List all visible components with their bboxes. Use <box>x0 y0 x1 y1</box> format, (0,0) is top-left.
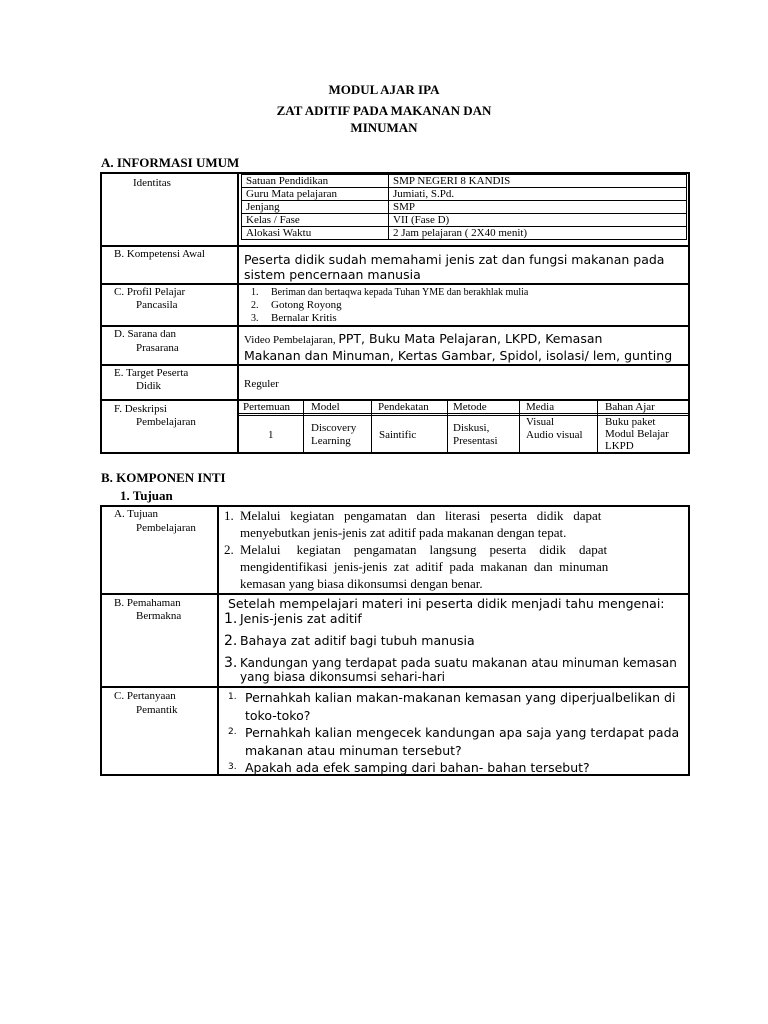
cell-metode-2: Presentasi <box>453 435 498 447</box>
list-item-text: yang biasa dikonsumsi sehari-hari <box>240 670 446 684</box>
cell-model-2: Learning <box>311 435 351 447</box>
document-title: MODUL AJAR IPA <box>328 82 440 97</box>
list-line: menyebutkan jenis-jenis zat aditif pada makanan dengan tepat. <box>240 525 567 540</box>
document-subtitle-2: MINUMAN <box>350 120 418 135</box>
table-cell: 2 Jam pelajaran ( 2X40 menit) <box>389 227 687 240</box>
column-divider <box>447 400 448 453</box>
list-item-text: Bernalar Kritis <box>271 312 337 324</box>
section-b-heading: B. KOMPONEN INTI <box>101 470 226 485</box>
pertanyaan-label-2: Pemantik <box>136 704 178 716</box>
section-a-heading: A. INFORMASI UMUM <box>101 155 240 170</box>
row-divider <box>100 325 690 327</box>
deskripsi-label: F. Deskripsi <box>114 403 167 415</box>
identitas-table <box>241 174 687 240</box>
list-number: 3. <box>224 655 238 671</box>
pemahaman-label: B. Pemahaman <box>114 597 181 609</box>
table-cell: SMP <box>389 201 687 214</box>
pemahaman-label-2: Bermakna <box>136 610 182 622</box>
sarana-small: Video Pembelajaran, <box>244 334 339 346</box>
list-item-text: Bahaya zat aditif bagi tubuh manusia <box>240 633 475 648</box>
cell-bahan-1: Buku paket <box>605 416 656 428</box>
table-cell: Satuan Pendidikan <box>242 175 389 188</box>
pemahaman-intro: Setelah mempelajari materi ini peserta didik menjadi tahu mengenai: <box>228 596 665 611</box>
kompetensi-awal-label: B. Kompetensi Awal <box>114 248 205 260</box>
list-line: Pernahkah kalian makan-makanan kemasan yang diperjualbelikan di <box>245 690 676 705</box>
document-subtitle: ZAT ADITIF PADA MAKANAN DAN <box>276 103 492 118</box>
list-item: 3. Bernalar Kritis <box>251 312 337 324</box>
tujuan-label: A. Tujuan <box>114 508 159 520</box>
sarana-label-2: Prasarana <box>136 342 179 354</box>
table-cell: VII (Fase D) <box>389 214 687 227</box>
table-cell: SMP NEGERI 8 KANDIS <box>389 175 687 188</box>
list-line: toko-toko? <box>245 707 311 723</box>
sarana-text <box>244 331 672 364</box>
list-line: Melalui kegiatan pengamatan dan literasi peserta didik dapat <box>240 508 602 523</box>
header-media: Media <box>526 401 555 413</box>
header-bahan-ajar: Bahan Ajar <box>605 401 655 413</box>
cell-metode-1: Diskusi, <box>453 422 490 434</box>
table-row <box>242 227 687 240</box>
table-cell: Jumiati, S.Pd. <box>389 188 687 201</box>
list-item <box>228 759 686 777</box>
row-divider <box>100 245 690 247</box>
list-line: mengidentifikasi jenis-jenis zat aditif pada makanan dan minuman <box>240 559 609 574</box>
list-item: 2. Gotong Royong <box>251 299 342 311</box>
row-divider <box>100 364 690 366</box>
cell-pendekatan: Saintific <box>379 429 417 441</box>
list-number: 2. <box>228 727 237 737</box>
pertanyaan-list <box>228 689 686 777</box>
list-number: 2. <box>224 633 238 649</box>
sarana-line-2: Makanan dan Minuman, Kertas Gambar, Spidol, isolasi/ lem, gunting <box>244 348 673 363</box>
cell-bahan-ajar <box>605 416 669 452</box>
kompetensi-awal-text: Peserta didik sudah memahami jenis zat dan fungsi makanan pada sistem pencernaan manusia <box>244 252 665 282</box>
cell-media <box>526 416 583 442</box>
list-line: Melalui kegiatan pengamatan langsung peserta didik dapat <box>240 542 608 557</box>
cell-model-1: Discovery <box>311 422 357 434</box>
column-divider <box>237 172 239 454</box>
table-row <box>242 188 687 201</box>
cell-media-2: Audio visual <box>526 429 583 441</box>
pertanyaan-label: C. Pertanyaan <box>114 690 176 702</box>
header-pertemuan: Pertemuan <box>243 401 291 413</box>
list-number: 1. <box>224 508 234 523</box>
cell-metode <box>453 422 498 448</box>
cell-pertemuan: 1 <box>268 429 274 441</box>
table-cell: Jenjang <box>242 201 389 214</box>
table-row <box>242 175 687 188</box>
identitas-label: Identitas <box>133 177 171 189</box>
list-line: kemasan yang biasa dikonsumsi dengan benar. <box>240 576 483 591</box>
cell-bahan-3: LKPD <box>605 440 634 452</box>
table-cell: Kelas / Fase <box>242 214 389 227</box>
column-divider <box>519 400 520 453</box>
list-number: 3. <box>228 762 237 772</box>
list-item-text: Kandungan yang terdapat pada suatu makanan atau minuman kemasan <box>240 656 677 670</box>
column-divider <box>217 505 219 776</box>
cell-model <box>311 422 356 448</box>
table-cell: Guru Mata pelajaran <box>242 188 389 201</box>
table-cell: Alokasi Waktu <box>242 227 389 240</box>
tujuan-subheading: 1. Tujuan <box>120 488 173 503</box>
row-divider <box>100 686 690 688</box>
list-item <box>228 689 686 724</box>
header-pendekatan: Pendekatan <box>378 401 429 413</box>
list-line: makanan atau minuman tersebut? <box>245 742 462 758</box>
pemahaman-list <box>224 612 686 684</box>
row-divider <box>100 593 690 595</box>
sarana-line-1: PPT, Buku Mata Pelajaran, LKPD, Kemasan <box>338 331 603 346</box>
list-item-text: Gotong Royong <box>271 299 342 311</box>
list-item: 1. Beriman dan bertaqwa kepada Tuhan YME dan berakhlak mulia <box>251 287 529 298</box>
list-item <box>224 612 686 634</box>
row-divider <box>100 283 690 285</box>
profil-pelajar-label: C. Profil Pelajar <box>114 286 186 298</box>
header-metode: Metode <box>453 401 487 413</box>
list-number: 1. <box>228 692 237 702</box>
column-divider <box>303 400 304 453</box>
list-number: 1. <box>224 611 238 627</box>
cell-media-1: Visual <box>526 416 555 428</box>
list-line: Pernahkah kalian mengecek kandungan apa saja yang terdapat pada <box>245 725 680 740</box>
cell-bahan-2: Modul Belajar <box>605 428 669 440</box>
column-divider <box>371 400 372 453</box>
tujuan-label-2: Pembelajaran <box>136 522 196 534</box>
list-item <box>224 634 686 656</box>
profil-pelajar-label-2: Pancasila <box>136 299 178 311</box>
target-label-2: Didik <box>136 380 162 392</box>
header-model: Model <box>311 401 340 413</box>
target-text: Reguler <box>244 378 279 390</box>
list-item <box>228 724 686 759</box>
target-label: E. Target Peserta <box>114 367 189 379</box>
list-number: 2. <box>224 542 234 557</box>
table-row <box>242 201 687 214</box>
profil-list <box>251 286 528 325</box>
tujuan-list <box>224 507 684 592</box>
list-item-text: Jenis-jenis zat aditif <box>240 611 362 626</box>
list-item <box>224 541 684 592</box>
list-item <box>224 656 686 684</box>
sarana-label: D. Sarana dan <box>114 328 177 340</box>
list-line: Apakah ada efek samping dari bahan- bahan tersebut? <box>245 760 590 775</box>
table-row <box>242 214 687 227</box>
list-item <box>224 507 684 541</box>
deskripsi-label-2: Pembelajaran <box>136 416 196 428</box>
column-divider <box>597 400 598 453</box>
list-item-text: Beriman dan bertaqwa kepada Tuhan YME dan berakhlak mulia <box>271 287 529 298</box>
